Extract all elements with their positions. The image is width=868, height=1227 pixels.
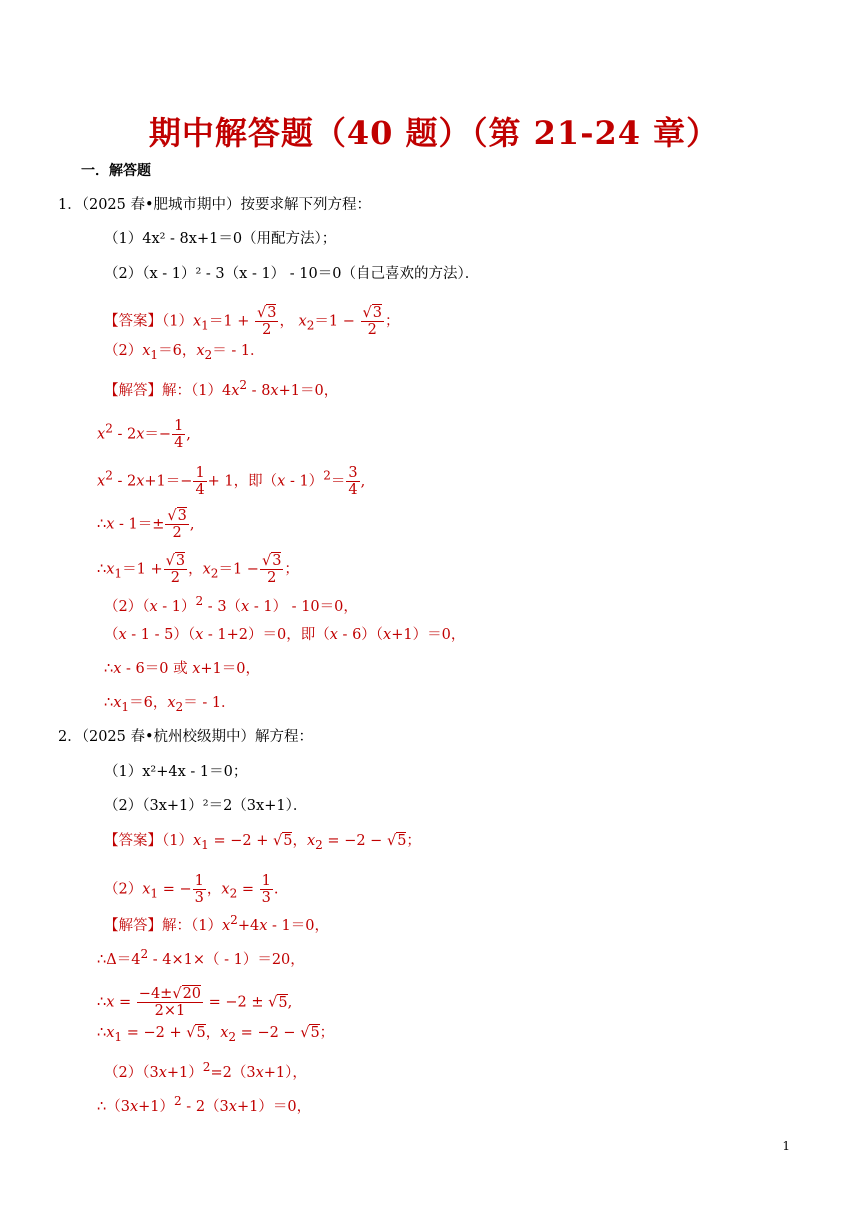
q2-part2: （2）（3x+1）²＝2（3x+1）．	[104, 798, 308, 814]
page-number: 1	[782, 1139, 790, 1153]
q1-answer-2: $(2)x_1=6$，$x_2= - 1$．	[104, 343, 265, 362]
q1-answer-1: 【答案】$(1)x_1=1$ + $\frac{√3}{2}$ ， $x_2=1$ − $\frac{√3}{2}$ ；	[104, 305, 400, 338]
q1-solution-3: $x^2 - 2x+1=-$ $\frac{1}{4}$ + 1，即（x - 1）$^2$＝ $\frac{3}{4}$ ,	[97, 465, 366, 498]
q1-solution-4: ∴x - 1＝± $\frac{√3}{2}$ ,	[97, 508, 195, 541]
q2-solution-5: $(2)(3x+1)^2=2(3x+1)$，	[104, 1060, 307, 1081]
q2-part1: （1）x²+4x - 1＝0；	[104, 764, 248, 780]
q1-stem: 1．（2025 春•肥城市期中）按要求解下列方程：	[58, 197, 372, 213]
q1-jie-tag: 【解答】	[104, 382, 162, 399]
q1-solution-9: $\therefore x_1=6$，$x_2= - 1$．	[104, 695, 236, 714]
q2-jie-tag: 【解答】	[104, 917, 162, 934]
q1-answer-tag: 【答案】	[104, 313, 162, 330]
q1-solution-2: $x^2 - 2x=-$ $\frac{1}{4}$ ,	[97, 418, 191, 451]
q2-solution-1: 【解答】解：$(1)x^2+4x - 1=0$，	[104, 913, 329, 934]
q1-answer-fraction: $\frac{√3}{2}$	[362, 305, 382, 338]
q1-part1: （1）4x² - 8x+1＝0（用配方法）；	[104, 231, 337, 247]
q2-answer-1: 【答案】$(1)x_1 = -2 + √5$，$x_2 = -2 - √5$；	[104, 833, 421, 852]
q1-solution-5: $\therefore x_1=1$ + $\frac{√3}{2}$ ，$x_2=1$ − $\frac{√3}{2}$ ；	[97, 553, 299, 586]
q2-solution-2: $\therefore\Delta=4^2 - 4\times 1\times( - 1)=20$，	[97, 947, 305, 968]
q2-solution-6: $\therefore(3x+1)^2 - 2(3x+1)=0$，	[97, 1094, 312, 1115]
q1-answer-fraction: $\frac{√3}{2}$	[256, 305, 277, 338]
q2-answer-2: $(2)x_1$ = − $\frac{1}{3}$ ，$x_2$ = $\frac{1}{3}$ .	[104, 873, 279, 906]
q1-solution-1: 【解答】解：$(1)4x^2 - 8x+1=0$，	[104, 378, 339, 399]
q2-stem: 2．（2025 春•杭州校级期中）解方程：	[58, 729, 314, 745]
section-heading: 一．解答题	[81, 163, 151, 179]
page-title: 期中解答题（40 题）（第 21-24 章）	[148, 114, 720, 152]
q2-answer-tag: 【答案】	[104, 833, 162, 849]
q1-solution-7: （x - 1 - 5）（x - 1+2）＝0，即（x - 6）（x+1）＝0，	[104, 627, 466, 643]
q2-solution-3: ∴x = $\frac{-4\pm√20}{2\times 1}$ = −2 ± √5,	[97, 986, 293, 1019]
q1-solution-8: ∴x - 6＝0 或 x+1＝0，	[104, 661, 261, 677]
q1-part2: （2）（x - 1）² - 3（x - 1） - 10＝0（自己喜欢的方法）．	[104, 266, 480, 282]
q1-solution-6: （2）（x - 1）$^2$ - 3（x - 1） - 10＝0，	[104, 594, 358, 615]
q2-solution-4: $\therefore x_1 = -2 + √5$，$x_2 = -2 - √5$；	[97, 1025, 335, 1044]
